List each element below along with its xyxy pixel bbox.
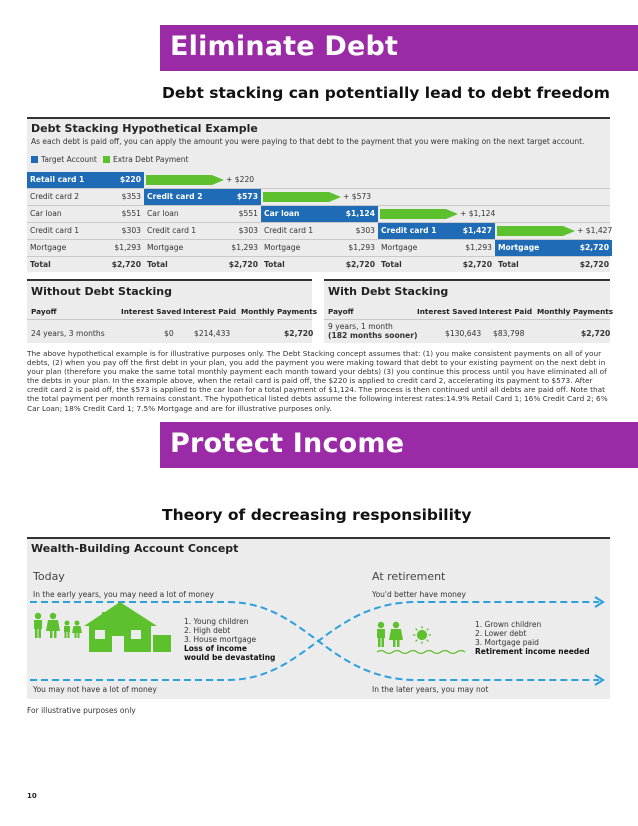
extra-payment-arrow [263,192,341,202]
stack-cell-label: Mortgage [264,243,301,252]
today-bold-1: Loss of income [184,644,247,653]
stack-cell-label: Credit card 1 [30,226,80,235]
banner-title: Eliminate Debt [170,31,399,62]
without-title: Without Debt Stacking [31,285,172,298]
wealth-title: Wealth-Building Account Concept [31,542,239,555]
stack-cell-value: $1,124 [339,206,378,222]
stack-cell-label: Mortgage [30,243,67,252]
stack-cell-label: Car loan [147,209,179,218]
without-payoff: 24 years, 3 months [31,329,105,338]
stack-row [27,223,613,239]
extra-payment-arrow [146,175,224,185]
extra-payment-value: + $220 [226,175,255,184]
without-saved: $0 [164,329,174,338]
early-years-text: In the early years, you may need a lot of money [33,590,214,599]
stack-cell-value: $573 [222,189,261,205]
stack-cell-label: Total [381,260,402,269]
stack-cell-value: $1,293 [114,243,141,252]
with-monthly: $2,720 [581,329,611,338]
debt-subtitle: Debt stacking can potentially lead to debt freedom [162,84,610,102]
stack-cell-value: $303 [355,226,375,235]
stack-cell-label: Retail card 1 [27,172,108,188]
extra-legend-label: Extra Debt Payment [113,155,189,164]
stack-cell-label: Total [264,260,285,269]
stack-cell-label: Mortgage [495,240,576,256]
house-icon [84,602,171,652]
stack-cell-label: Credit card 2 [30,192,80,201]
later-years-text: In the later years, you may not [372,685,489,694]
without-paid: $214,433 [194,329,231,338]
extra-payment-value: + $1,124 [460,209,496,218]
with-saved: $130,643 [445,329,482,338]
retirement-item-3: 3. Mortgage paid [475,638,539,647]
stack-row [27,206,610,222]
stack-cell-label: Credit card 1 [264,226,314,235]
retirement-item-2: 2. Lower debt [475,629,527,638]
may-not-have-money-text: You may not have a lot of money [33,685,157,694]
today-item-3: 3. House mortgage [184,635,257,644]
debt-disclaimer: The above hypothetical example is for illustrative purposes only. The Debt Stacking concept assumes that: (1) you make consistent payments on all of your debts, (2) when you pay off the first debt in your plan, you add the payment you were making toward that debt to your existing payment on the next debt in your plan (therefore you make the same total monthly payment each month toward your debts) (3) you continue this process until you have eliminated all of the debts in your plan. In the example above, when the retail card is paid off, the $220 is applied to credit card 2, accelerating its payment to $573. After credit card 2 is paid off, the $573 is applied to the car loan for a total payment of $1,124. The process is then continued until all debts are paid off. Note that the total payment per month remains constant. The hypothetical listed debts assume the following interest rates:14.9% Retail Card 1; 16% Credit Card 2; 6% Car Loan; 18% Credit Card 1; 7.5% Mortgage and are for illustrative purposes only. [27,349,608,413]
retirement-label: At retirement [372,570,446,583]
without-header-paid: Interest Paid [183,307,237,316]
sun-icon [413,626,431,644]
stack-cell-label: Credit card 2 [144,189,225,205]
with-header-sep [324,319,610,320]
stack-cell-value: $1,427 [456,223,495,239]
extra-payment-value: + $1,427 [577,226,613,235]
stack-cell-value: $353 [121,192,141,201]
illustrative-footnote: For illustrative purposes only [27,706,136,715]
without-header-monthly: Monthly Payments [241,307,318,316]
with-header-monthly: Monthly Payments [537,307,614,316]
stack-cell-label: Car loan [30,209,62,218]
without-header-sep [27,319,312,320]
today-label: Today [33,570,65,583]
stack-cell-label: Total [30,260,51,269]
stack-cell-value: $551 [121,209,141,218]
retired-couple-icon [377,622,403,647]
with-header-paid: Interest Paid [479,307,533,316]
stack-cell-value: $2,720 [111,260,141,269]
page-number: 10 [27,792,37,800]
stack-cell-value: $2,720 [345,260,375,269]
with-title: With Debt Stacking [328,285,449,298]
stack-cell-value: $2,720 [462,260,492,269]
stack-cell-value: $2,720 [228,260,258,269]
protect-income-banner [160,422,638,468]
stack-cell-label: Car loan [261,206,342,222]
stack-cell-value: $303 [121,226,141,235]
stack-row [27,189,610,205]
debt-example-description: As each debt is paid off, you can apply the amount you were paying to that debt to the payment that you were making on the next target account. [31,137,585,146]
stack-cell-label: Mortgage [147,243,184,252]
stack-cell-value: $1,293 [348,243,375,252]
with-paid: $83,798 [493,329,525,338]
retirement-item-1: 1. Grown children [475,620,542,629]
water-wave-icon [377,651,465,654]
with-header-saved: Interest Saved [417,307,478,316]
income-subtitle: Theory of decreasing responsibility [162,506,472,524]
stack-row [27,240,610,256]
with-payoff-line1: 9 years, 1 month [328,322,393,331]
stack-row [27,257,610,273]
without-header-saved: Interest Saved [121,307,182,316]
with-payoff-line2: (182 months sooner) [328,331,418,340]
stack-cell-value: $303 [238,226,258,235]
today-item-2: 2. High debt [184,626,231,635]
extra-payment-arrow [380,209,458,219]
without-monthly: $2,720 [284,329,314,338]
extra-legend-swatch [103,156,110,163]
stack-cell-label: Credit card 1 [378,223,459,239]
extra-payment-arrow [497,226,575,236]
stack-cell-label: Total [147,260,168,269]
without-header-payoff: Payoff [31,307,57,316]
stack-cell-value: $220 [105,172,144,188]
today-item-1: 1. Young children [184,617,249,626]
banner-title: Protect Income [170,428,405,459]
stack-cell-label: Credit card 1 [147,226,197,235]
target-legend-swatch [31,156,38,163]
stack-cell-value: $551 [238,209,258,218]
stack-cell-label: Mortgage [381,243,418,252]
target-legend-label: Target Account [41,155,97,164]
stack-cell-value: $2,720 [573,240,612,256]
today-bold-2: would be devastating [184,653,276,662]
better-have-money-text: You'd better have money [372,590,466,599]
with-header-payoff: Payoff [328,307,354,316]
stack-cell-value: $2,720 [579,260,609,269]
retirement-bold: Retirement income needed [475,647,590,656]
stack-cell-value: $1,293 [231,243,258,252]
stack-row [27,172,610,188]
stack-cell-value: $1,293 [465,243,492,252]
debt-example-title: Debt Stacking Hypothetical Example [31,122,258,135]
extra-payment-value: + $573 [343,192,372,201]
stack-cell-label: Total [498,260,519,269]
family-icon [34,613,82,638]
eliminate-debt-banner [160,25,638,71]
